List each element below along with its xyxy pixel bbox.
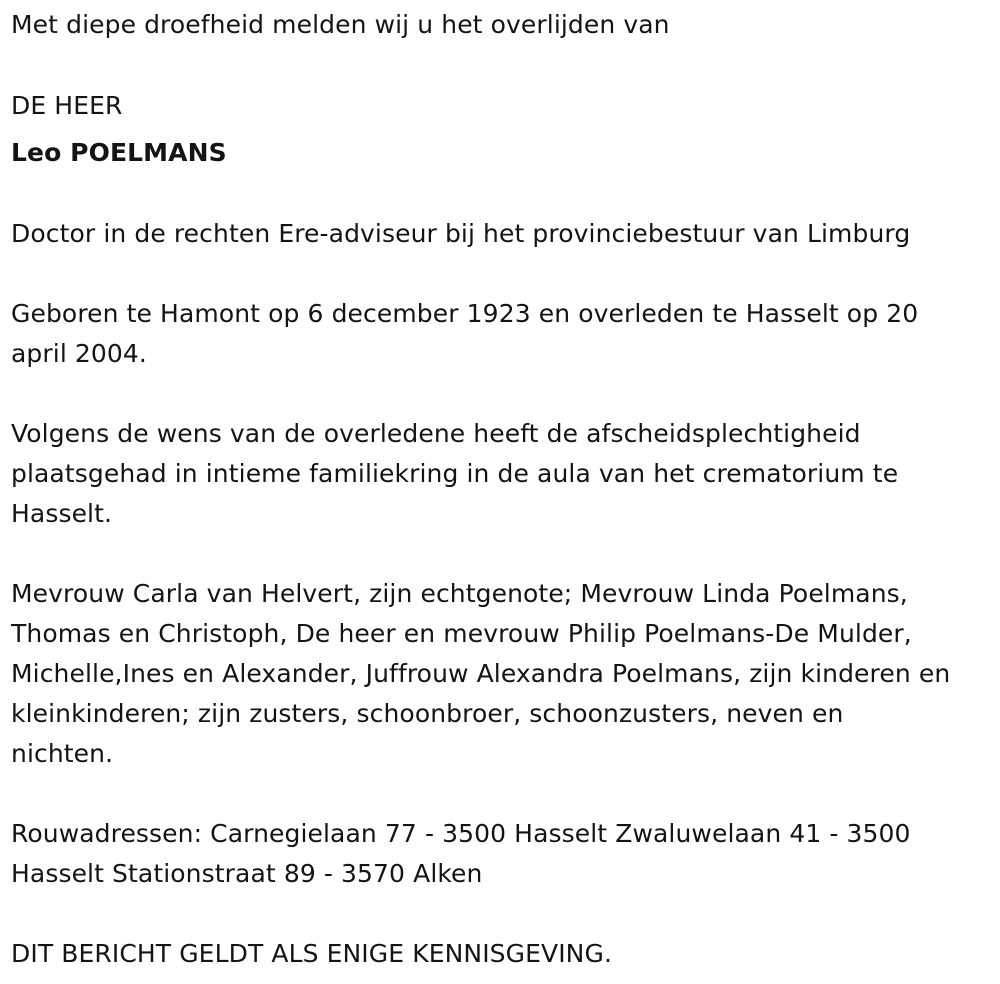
professional-title: Doctor in de rechten Ere-adviseur bij het provinciebestuur van Limburg (11, 219, 911, 248)
intro-text: Met diepe droefheid melden wij u het overlijden van (11, 10, 670, 39)
honorific: DE HEER (11, 91, 123, 120)
farewell-line-3: Hasselt. (11, 499, 113, 528)
birth-death-line-2: april 2004. (11, 339, 147, 368)
addresses-line-1: Rouwadressen: Carnegielaan 77 - 3500 Hasselt Zwaluwelaan 41 - 3500 (11, 819, 911, 848)
family-line-2: Thomas en Christoph, De heer en mevrouw Philip Poelmans-De Mulder, (11, 619, 912, 648)
farewell-line-1: Volgens de wens van de overledene heeft de afscheidsplechtigheid (11, 419, 861, 448)
closing-statement: DIT BERICHT GELDT ALS ENIGE KENNISGEVING. (11, 939, 612, 968)
family-line-5: nichten. (11, 739, 114, 768)
farewell-line-2: plaatsgehad in intieme familiekring in de aula van het crematorium te (11, 459, 899, 488)
birth-death-line-1: Geboren te Hamont op 6 december 1923 en overleden te Hasselt op 20 (11, 299, 919, 328)
family-line-3: Michelle,Ines en Alexander, Juffrouw Alexandra Poelmans, zijn kinderen en (11, 659, 951, 688)
addresses-line-2: Hasselt Stationstraat 89 - 3570 Alken (11, 859, 483, 888)
family-line-1: Mevrouw Carla van Helvert, zijn echtgenote; Mevrouw Linda Poelmans, (11, 579, 908, 608)
family-line-4: kleinkinderen; zijn zusters, schoonbroer, schoonzusters, neven en (11, 699, 844, 728)
deceased-name: Leo POELMANS (11, 138, 227, 167)
